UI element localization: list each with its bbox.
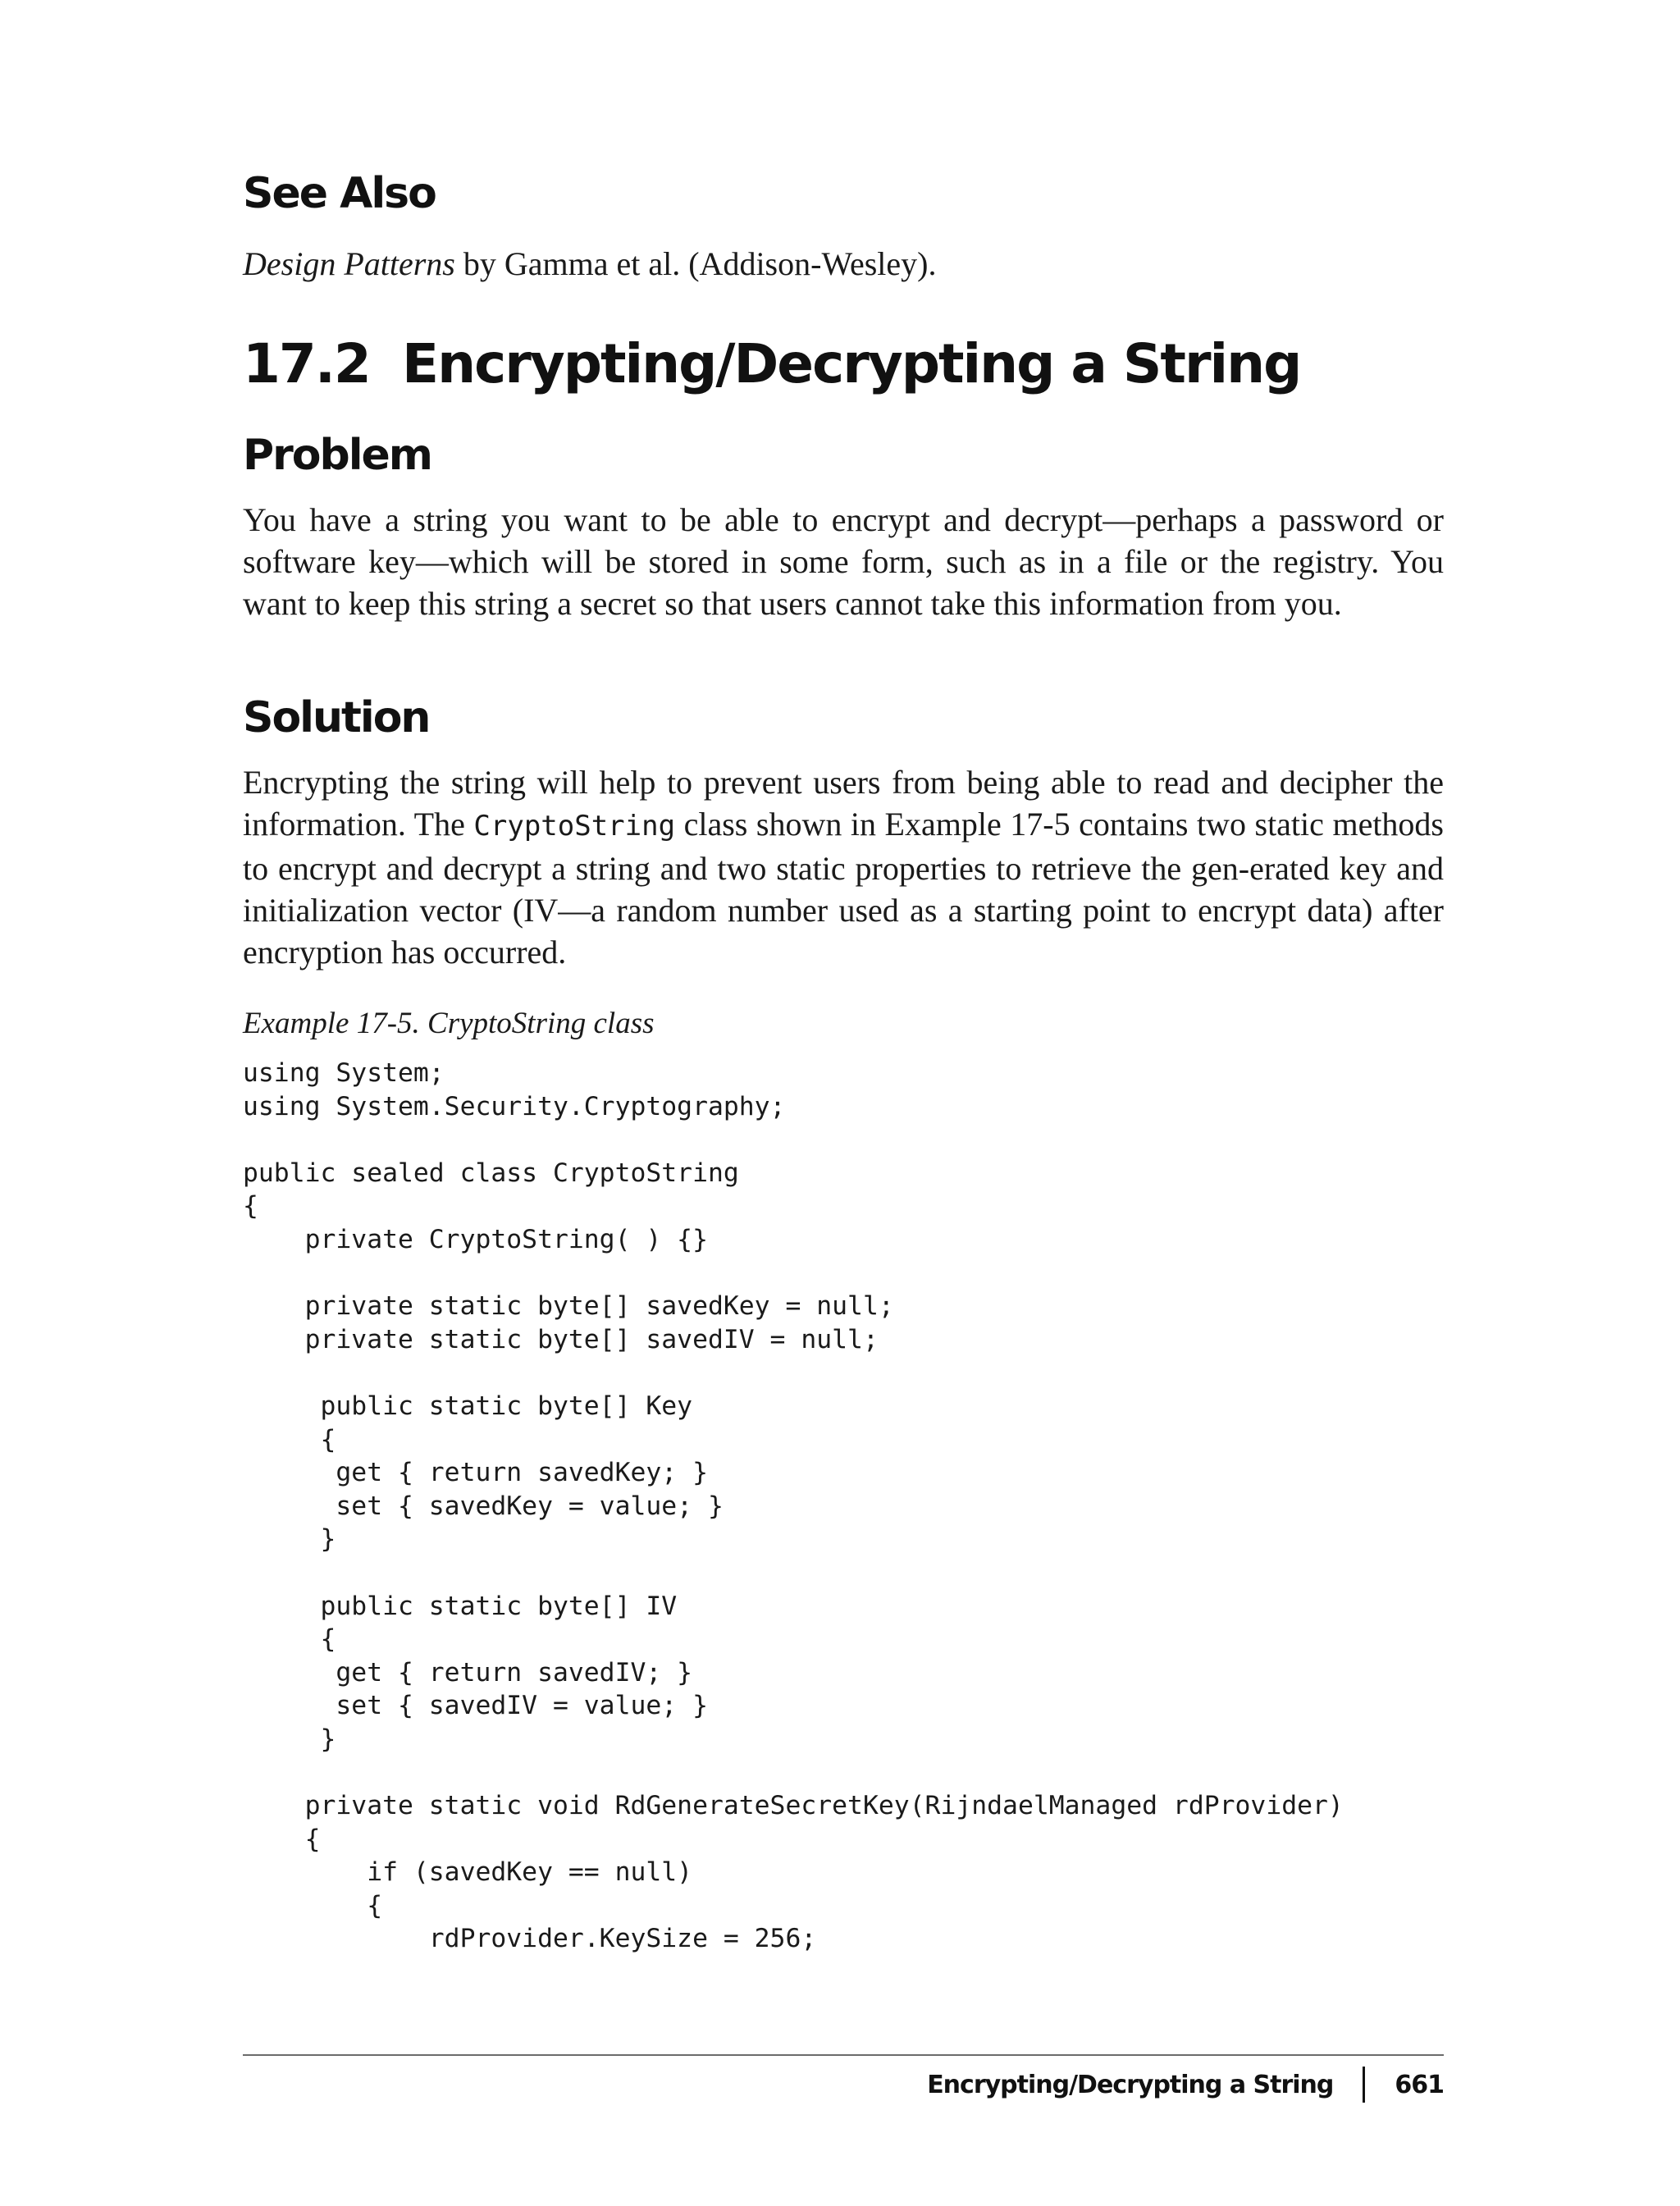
code-line: public static byte[] Key (243, 1391, 693, 1421)
solution-text (243, 761, 1444, 973)
code-line: get { return savedKey; } (243, 1458, 708, 1488)
code-line (243, 1756, 1344, 1789)
footer-separator (1363, 2067, 1365, 2103)
code-line: private static void RdGenerateSecretKey(RijndaelManaged rdProvider) (243, 1791, 1344, 1821)
solution-heading: Solution (243, 693, 430, 742)
footer-divider (243, 2054, 1444, 2056)
code-line: rdProvider.KeySize = 256; (243, 1924, 817, 1954)
code-line: if (savedKey == null) (243, 1857, 693, 1888)
section-title-text: Encrypting/Decrypting a String (402, 332, 1301, 395)
problem-heading: Problem (243, 431, 431, 480)
code-listing (243, 1057, 1344, 1956)
page-number: 661 (1395, 2070, 1444, 2099)
book-reference-details: by Gamma et al. (Addison-Wesley). (454, 245, 937, 282)
code-line: { (243, 1824, 321, 1854)
book-page (243, 0, 1444, 2206)
code-line: private static byte[] savedKey = null; (243, 1291, 894, 1322)
see-also-reference (243, 243, 1444, 285)
code-line: } (243, 1524, 336, 1555)
code-line: { (243, 1424, 336, 1455)
example-caption: Example 17-5. CryptoString class (243, 1007, 655, 1040)
code-line: set { savedKey = value; } (243, 1491, 724, 1521)
code-line: public sealed class CryptoString (243, 1158, 739, 1188)
code-line: using System.Security.Cryptography; (243, 1091, 786, 1121)
code-line: } (243, 1724, 336, 1754)
code-line: { (243, 1191, 258, 1222)
solution-text-start: Encrypting the string will help to prevent users from being able to read and decipher the information. The (243, 764, 1444, 843)
code-line: { (243, 1890, 383, 1921)
problem-text: You have a string you want to be able to encrypt and decrypt—perhaps a password or software key—which will be stored in some form, such as in a file or the registry. You want to keep this string a secret so that users cannot take this information from you. (243, 501, 1444, 622)
code-line: private CryptoString( ) {} (243, 1224, 708, 1254)
book-title: Design Patterns (243, 245, 455, 282)
code-line (243, 1556, 1344, 1590)
code-line (243, 1123, 1344, 1157)
code-line: { (243, 1624, 336, 1655)
running-title: Encrypting/Decrypting a String (927, 2070, 1334, 2099)
class-name-code: CryptoString (473, 810, 676, 843)
code-line: public static byte[] IV (243, 1591, 678, 1621)
section-title (243, 330, 1300, 399)
page-footer (927, 2062, 1444, 2107)
solution-text-end: class shown in Example 17-5 contains two static methods to encrypt and decrypt a string and two static properties to retrieve the gen-erated key and initialization vector (IV—a random number used as a starting point to encrypt data) after encryption has occurred. (243, 806, 1445, 971)
code-line (243, 1257, 1344, 1290)
see-also-heading: See Also (243, 169, 436, 218)
section-number: 17.2 (243, 332, 370, 395)
code-line: set { savedIV = value; } (243, 1691, 708, 1721)
code-line (243, 1356, 1344, 1390)
code-line: using System; (243, 1058, 445, 1088)
code-line: private static byte[] savedIV = null; (243, 1324, 879, 1354)
code-line: get { return savedIV; } (243, 1657, 693, 1688)
